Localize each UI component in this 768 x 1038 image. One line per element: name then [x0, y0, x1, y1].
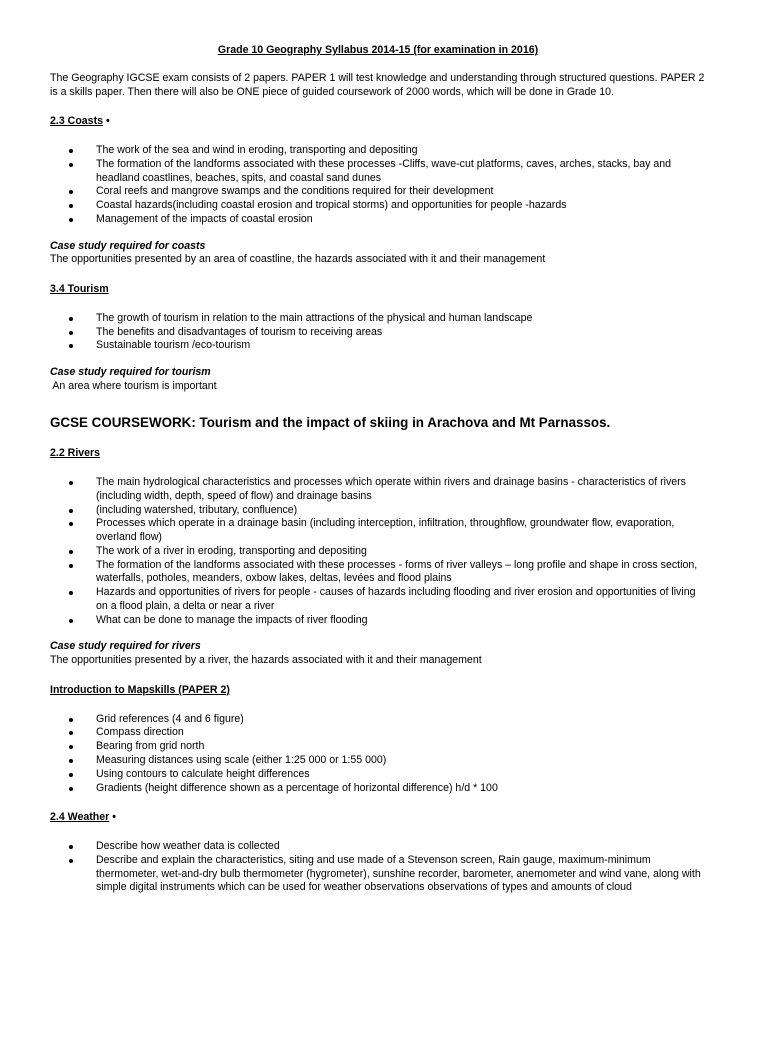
list-item — [96, 782, 706, 796]
list-item — [96, 312, 706, 326]
list-item-text: Gradients (height difference shown as a percentage of horizontal difference) h/d * 100 — [96, 781, 498, 794]
bullet-icon — [69, 481, 73, 485]
list-item-text: What can be done to manage the impacts of river flooding — [96, 613, 368, 626]
weather-list — [50, 840, 706, 895]
section-heading-mapskills-text: Introduction to Mapskills (PAPER 2) — [50, 683, 230, 696]
bullet-icon — [69, 163, 73, 167]
list-item-text: Compass direction — [96, 726, 184, 739]
bullet-icon — [69, 204, 73, 208]
bullet-icon — [69, 859, 73, 863]
section-heading-rivers-text: 2.2 Rivers — [50, 447, 101, 460]
bullet-icon — [69, 731, 73, 735]
mapskills-list — [50, 713, 706, 796]
bullet-icon — [69, 331, 73, 335]
list-item — [96, 185, 706, 199]
list-item-text: Bearing from grid north — [96, 740, 205, 753]
tourism-list — [50, 312, 706, 353]
bullet-icon — [69, 845, 73, 849]
bullet-icon — [69, 149, 73, 153]
list-item — [96, 754, 706, 768]
list-item — [96, 713, 706, 727]
document-page — [0, 44, 768, 895]
bullet-icon — [69, 759, 73, 763]
list-item — [96, 740, 706, 754]
list-item-text: Using contours to calculate height differences — [96, 767, 310, 780]
list-item-text: The formation of the landforms associated with these processes -Cliffs, wave-cut platforms, caves, arches, stacks, bay and headland coastlines, beaches, spits, and coastal sand dunes — [96, 157, 672, 184]
section-heading-coasts-marker: • — [103, 115, 110, 128]
intro-paragraph: The Geography IGCSE exam consists of 2 papers. PAPER 1 will test knowledge and understanding through structured questions. PAPER 2 is a skills paper. Then there will also be ONE piece of guided coursework of 2000 words, which will be done in Grade 10. — [50, 71, 705, 98]
list-item — [96, 614, 706, 628]
rivers-list — [50, 476, 706, 627]
list-item — [96, 158, 706, 186]
list-item — [96, 144, 706, 158]
case-study-heading: Case study required for rivers — [50, 640, 201, 653]
list-item-text: Coastal hazards(including coastal erosion and tropical storms) and opportunities for people -hazards — [96, 199, 567, 212]
case-study-coasts — [50, 240, 706, 268]
list-item-text: (including watershed, tributary, confluence) — [96, 503, 298, 516]
list-item — [96, 339, 706, 353]
bullet-icon — [69, 773, 73, 777]
section-heading-mapskills — [50, 684, 706, 698]
list-item — [96, 840, 706, 854]
case-study-heading: Case study required for tourism — [50, 366, 211, 379]
case-study-text: An area where tourism is important — [50, 380, 217, 393]
bullet-icon — [69, 218, 73, 222]
list-item-text: Processes which operate in a drainage basin (including interception, infiltration, throughflow, groundwater flow, evaporation, overland flow) — [96, 517, 675, 544]
section-heading-coasts-text: 2.3 Coasts — [50, 115, 103, 128]
case-study-text: The opportunities presented by an area of coastline, the hazards associated with it and their management — [50, 253, 546, 266]
bullet-icon — [69, 550, 73, 554]
section-heading-weather — [50, 811, 706, 825]
list-item — [96, 726, 706, 740]
bullet-icon — [69, 591, 73, 595]
document-title: Grade 10 Geography Syllabus 2014-15 (for examination in 2016) — [217, 44, 539, 56]
list-item-text: The formation of the landforms associated with these processes - forms of river valleys – long profile and shape in cross section, waterfalls, potholes, meanders, oxbow lakes, deltas, levées and flood plains — [96, 558, 698, 585]
list-item — [96, 545, 706, 559]
bullet-icon — [69, 190, 73, 194]
case-study-heading: Case study required for coasts — [50, 239, 206, 252]
list-item-text: The benefits and disadvantages of tourism to receiving areas — [96, 325, 383, 338]
list-item — [96, 213, 706, 227]
list-item-text: Coral reefs and mangrove swamps and the conditions required for their development — [96, 185, 494, 198]
list-item-text: Sustainable tourism /eco-tourism — [96, 339, 251, 352]
coursework-heading: GCSE COURSEWORK: Tourism and the impact of skiing in Arachova and Mt Parnassos. — [50, 414, 611, 430]
list-item-text: Describe how weather data is collected — [96, 840, 280, 853]
bullet-icon — [69, 344, 73, 348]
bullet-icon — [69, 317, 73, 321]
list-item-text: The growth of tourism in relation to the main attractions of the physical and human landscape — [96, 311, 533, 324]
case-study-rivers — [50, 640, 706, 668]
list-item — [96, 476, 706, 504]
list-item — [96, 517, 706, 545]
section-heading-weather-marker: • — [109, 811, 116, 824]
list-item — [96, 504, 706, 518]
list-item — [96, 854, 706, 895]
list-item-text: The main hydrological characteristics and processes which operate within rivers and drainage basins - characteristics of rivers (including width, depth, speed of flow) and drainage basins — [96, 475, 686, 502]
list-item-text: The work of a river in eroding, transporting and depositing — [96, 544, 367, 557]
list-item-text: Grid references (4 and 6 figure) — [96, 712, 244, 725]
case-study-tourism — [50, 366, 706, 394]
list-item-text: Hazards and opportunities of rivers for people - causes of hazards including flooding and river erosion and opportunities of living on a flood plain, a delta or near a river — [96, 586, 696, 612]
bullet-icon — [69, 509, 73, 513]
list-item-text: Measuring distances using scale (either 1:25 000 or 1:55 000) — [96, 753, 387, 766]
list-item — [96, 559, 706, 587]
bullet-icon — [69, 718, 73, 722]
coasts-list — [50, 144, 706, 227]
list-item-text: Management of the impacts of coastal erosion — [96, 212, 313, 225]
bullet-icon — [69, 787, 73, 791]
section-heading-tourism — [50, 283, 706, 297]
list-item — [96, 326, 706, 340]
case-study-text: The opportunities presented by a river, the hazards associated with it and their management — [50, 654, 482, 667]
list-item-text: The work of the sea and wind in eroding, transporting and depositing — [96, 144, 418, 157]
bullet-icon — [69, 745, 73, 749]
section-heading-weather-text: 2.4 Weather — [50, 811, 110, 824]
bullet-icon — [69, 619, 73, 623]
bullet-icon — [69, 564, 73, 568]
list-item-text: Describe and explain the characteristics, siting and use made of a Stevenson screen, Rain gauge, maximum-minimum thermometer, wet-and-dry bulb thermometer (hygrometer), sunshine recorder, barometer, anemometer and wind vane, along with simple digital instruments which can be used for weather observations observations of types and amounts of cloud — [96, 853, 701, 894]
section-heading-rivers — [50, 447, 706, 461]
list-item — [96, 768, 706, 782]
section-heading-tourism-text: 3.4 Tourism — [50, 283, 109, 296]
bullet-icon — [69, 522, 73, 526]
section-heading-coasts — [50, 115, 706, 129]
list-item — [96, 586, 706, 614]
list-item — [96, 199, 706, 213]
